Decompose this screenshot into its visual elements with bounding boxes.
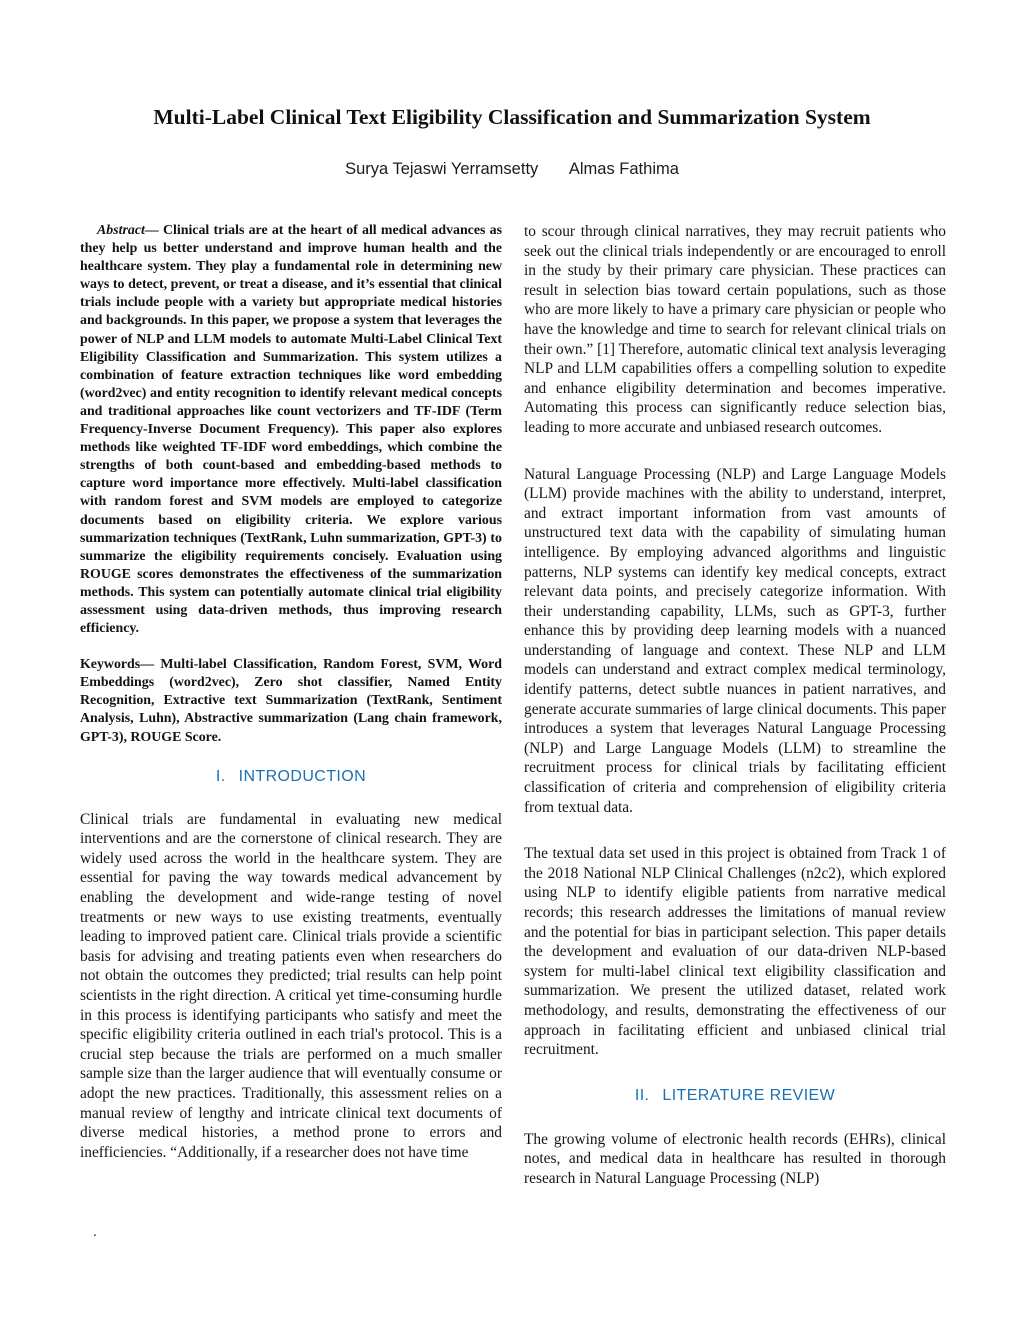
abstract-paragraph bbox=[80, 222, 502, 638]
section-label-litreview: LITERATURE REVIEW bbox=[662, 1086, 836, 1104]
section-heading-introduction bbox=[80, 768, 502, 786]
dataset-paragraph: The textual data set used in this project is obtained from Track 1 of the 2018 National NLP Clinical Challenges (n2c2), which explored using NLP to identify eligible patients from narrative medical records; this research addresses the limitations of manual review and the potential for bias in participant selection. This paper details the development and evaluation of our data-driven NLP-based system for multi-label clinical text eligibility classification and summarization. We present the utilized dataset, related work methodology, and results, demonstrating the effectiveness of our approach in facilitating efficient and unbiased clinical trial recruitment. bbox=[524, 845, 946, 1059]
keywords-label: Keywords— bbox=[80, 657, 155, 673]
stray-period-mark: . bbox=[93, 1224, 97, 1240]
author-1: Surya Tejaswi Yerramsetty bbox=[345, 160, 539, 178]
abstract-text: Clinical trials are at the heart of all medical advances as they help us better understand and improve human health and the healthcare system. They play a fundamental role in determining new ways to detect, prevent, or treat a disease, and it’s essential that clinical trials include people with a variety but appropriate medical histories and backgrounds. In this paper, we propose a system that leverages the power of NLP and LLM models to automate Multi-Label Clinical Text Eligibility Classification and Summarization. This system utilizes a combination of feature extraction techniques like word embedding (word2vec) and entity recognition to identify relevant medical concepts and traditional approaches like count vectorizers and TF-IDF (Term Frequency-Inverse Document Frequency). This paper also explores methods like weighted TF-IDF word embeddings, which combine the strengths of both count-based and embedding-based methods to capture word importance more effectively. Multi-label classification with random forest and SVM models are employed to categorize documents based on eligibility criteria. We explore various summarization techniques (TextRank, Luhn summarization, GPT-3) to summarize the eligibility requirements concisely. Evaluation using ROUGE scores demonstrates the effectiveness of the summarization methods. This system can potentially automate clinical trial eligibility assessment using data-driven methods, thus improving research efficiency. bbox=[80, 223, 502, 637]
paper-title: Multi-Label Clinical Text Eligibility Classification and Summarization System bbox=[153, 105, 871, 129]
section-number-litreview: II. bbox=[634, 1086, 650, 1104]
author-2: Almas Fathima bbox=[568, 160, 679, 178]
section-number-intro: I. bbox=[215, 767, 226, 785]
authors-line bbox=[0, 160, 1024, 179]
keywords-paragraph bbox=[80, 656, 502, 746]
left-column bbox=[80, 222, 502, 1162]
intro-continued-paragraph: to scour through clinical narratives, they may recruit patients who seek out the clinical trials independently or are encouraged to enroll in the study by their primary care physician. These practices can result in selection bias toward certain populations, such as those who are more likely to have a primary care physician or people who have the knowledge and time to search for relevant clinical trials on their own.” [1] Therefore, automatic clinical text analysis leveraging NLP and LLM capabilities offers a compelling solution to expedite and enhance eligibility determination and becomes imperative. Automating this process can significantly reduce selection bias, leading to more accurate and unbiased research outcomes. bbox=[524, 223, 946, 436]
section-label-intro: INTRODUCTION bbox=[238, 767, 367, 785]
literature-review-paragraph: The growing volume of electronic health records (EHRs), clinical notes, and medical data in healthcare has resulted in thorough research in Natural Language Processing (NLP) bbox=[524, 1130, 946, 1187]
nlp-llm-paragraph: Natural Language Processing (NLP) and Large Language Models (LLM) provide machines with the ability to understand, interpret, and extract important information from vast amounts of unstructured text data with the capability of simulating human intelligence. By employing advanced algorithms and linguistic patterns, NLP systems can identify key medical concepts, extract relevant data points, and precisely categorize information. With their understanding capability, LLMs, such as GPT-3, further enhance this by providing deep learning models with a nuanced understanding of language and context. These NLP and LLM models can understand and extract complex medical terminology, identify patterns, detect subtle nuances in patient narratives, and generate accurate summaries of large clinical documents. This paper introduces a system that leverages Natural Language Processing (NLP) and Large Language Models (LLM) to streamline the recruitment process for clinical trials by facilitating efficient classification of criteria and comprehension of eligibility criteria from textual data. bbox=[524, 465, 946, 816]
abstract-label: Abstract— bbox=[97, 223, 159, 238]
introduction-paragraph: Clinical trials are fundamental in evaluating new medical interventions and are the cornerstone of clinical research. They are widely used across the world in the healthcare system. They are essential for paving the way towards medical advancement by enabling the development and wide-range testing of novel treatments or new ways to use existing treatments, eventually leading to improved patient care. Clinical trials provide a scientific basis for advising and treating patients even when researchers do not obtain the outcomes they predicted; trial results can help point scientists in the right direction. A critical yet time-consuming hurdle in this process is identifying participants who satisfy and meet the specific eligibility criteria outlined in each trial's protocol. This is a crucial step because the trials are performed on a much smaller sample size than the larger audience that will eventually consume or adopt the new practices. Traditionally, this assessment relies on a manual review of lengthy and intricate clinical text documents of diverse medical histories, a method prone to errors and inefficiencies. “Additionally, if a researcher does not have time bbox=[80, 810, 502, 1161]
keywords-text: Multi-label Classification, Random Forest, SVM, Word Embeddings (word2vec), Zero shot classifier, Named Entity Recognition, Extractive text Summarization (TextRank, Sentiment Analysis, Luhn), Abstractive summarization (Lang chain framework, GPT-3), ROUGE Score. bbox=[80, 657, 502, 745]
section-heading-literature-review bbox=[524, 1087, 946, 1105]
right-column bbox=[524, 222, 946, 1189]
